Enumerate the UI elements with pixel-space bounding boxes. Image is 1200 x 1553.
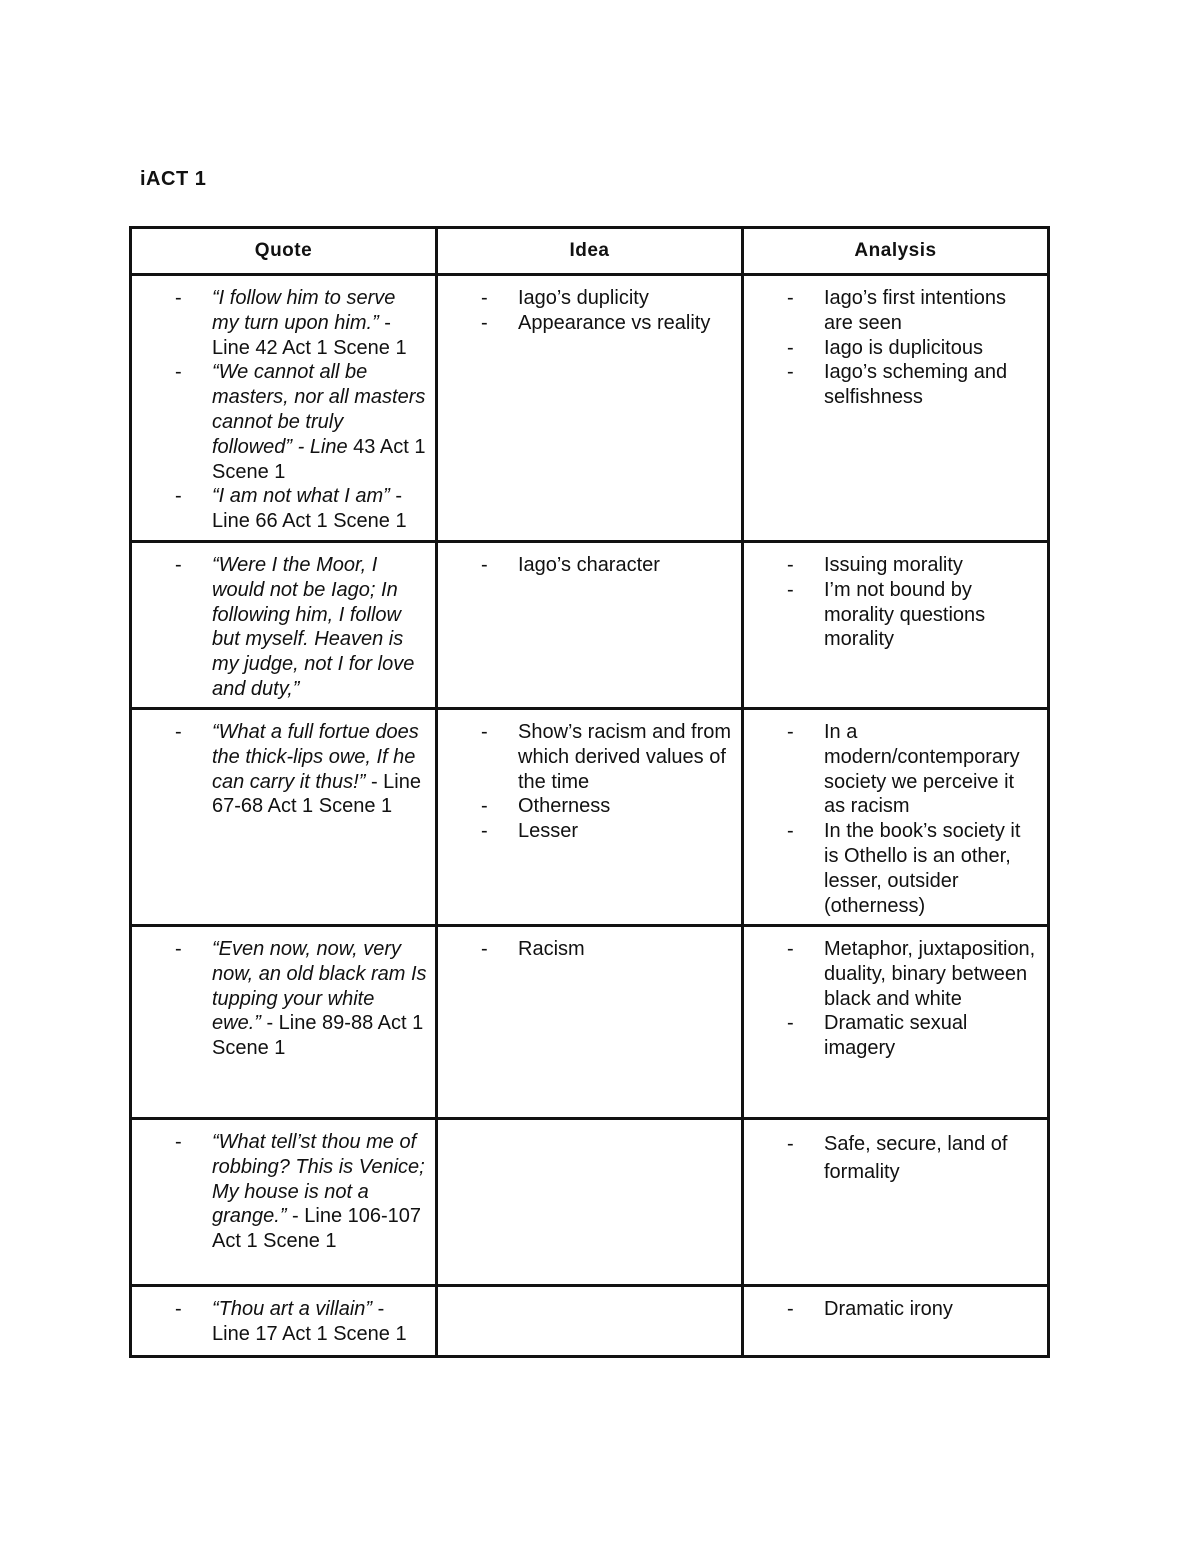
quote-cell [131,709,437,926]
document-heading: iACT 1 [140,168,207,190]
header-idea: Idea [437,228,743,275]
idea-item: - Show’s racism and from which derived values of the time [438,720,741,794]
header-quote: Quote [131,228,437,275]
analysis-item: - Dramatic sexual imagery [744,1011,1047,1061]
analysis-cell [743,275,1049,542]
idea-cell [437,542,743,709]
idea-cell [437,709,743,926]
analysis-item: - In a modern/contemporary society we perceive it as racism [744,720,1047,819]
quote-item: - “What tell’st thou me of robbing? This is Venice; My house is not a grange.” - Line 106-107 Act 1 Scene 1 [132,1130,435,1254]
idea-cell [437,926,743,1119]
analysis-item: - Iago is duplicitous [744,336,1047,361]
analysis-item: - Issuing morality [744,553,1047,578]
quote-item: - “Even now, now, very now, an old black ram Is tupping your white ewe.” - Line 89-88 Act 1 Scene 1 [132,937,435,1061]
idea-item: - Iago’s duplicity [438,286,741,311]
idea-item: - Otherness [438,794,741,819]
idea-cell [437,1286,743,1357]
quote-item: - “I am not what I am” - Line 66 Act 1 Scene 1 [132,484,435,534]
header-analysis: Analysis [743,228,1049,275]
quote-item: - “Thou art a villain” - Line 17 Act 1 Scene 1 [132,1297,435,1347]
analysis-item: - Iago’s scheming and selfishness [744,360,1047,410]
analysis-cell [743,1286,1049,1357]
analysis-item: - Safe, secure, land of formality [744,1130,1047,1186]
analysis-cell [743,1119,1049,1286]
quote-item: - “I follow him to serve my turn upon him.” - Line 42 Act 1 Scene 1 [132,286,435,360]
table-row [131,926,1049,1119]
table-row [131,275,1049,542]
quote-cell [131,275,437,542]
table-row [131,1119,1049,1286]
table-header-row [131,228,1049,275]
table-row [131,1286,1049,1357]
analysis-item: - Dramatic irony [744,1297,1047,1322]
idea-cell [437,275,743,542]
quote-analysis-table [129,226,1050,1358]
analysis-item: - Iago’s first intentions are seen [744,286,1047,336]
quote-cell [131,1119,437,1286]
idea-cell [437,1119,743,1286]
quote-item: - “What a full fortue does the thick-lips owe, If he can carry it thus!” - Line 67-68 Act 1 Scene 1 [132,720,435,819]
table-row [131,542,1049,709]
analysis-item: - In the book’s society it is Othello is an other, lesser, outsider (otherness) [744,819,1047,918]
table-row [131,709,1049,926]
analysis-item: - Metaphor, juxtaposition, duality, binary between black and white [744,937,1047,1011]
analysis-cell [743,709,1049,926]
quote-cell [131,926,437,1119]
quote-item: - “We cannot all be masters, nor all masters cannot be truly followed” - Line 43 Act 1 Scene 1 [132,360,435,484]
quote-cell [131,1286,437,1357]
quote-item: - “Were I the Moor, I would not be Iago; In following him, I follow but myself. Heaven is my judge, not I for love and duty,” [132,553,435,702]
analysis-cell [743,926,1049,1119]
idea-item: - Appearance vs reality [438,311,741,336]
idea-item: - Racism [438,937,741,962]
analysis-item: - I’m not bound by morality questions morality [744,578,1047,652]
analysis-cell [743,542,1049,709]
idea-item: - Iago’s character [438,553,741,578]
idea-item: - Lesser [438,819,741,844]
quote-cell [131,542,437,709]
